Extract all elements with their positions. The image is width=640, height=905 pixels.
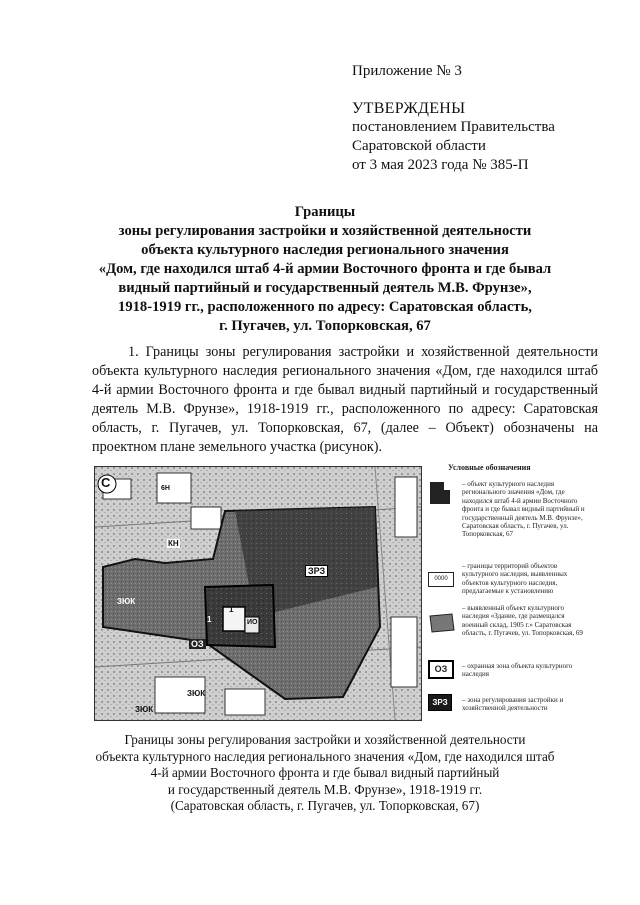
boundary-symbol-icon: 0000 [428,572,454,587]
zyuk-label: ЗЮК [117,597,136,606]
legend-text: – выявленный объект культурного наследия «Здание, где размещался военный склад, 1905 г.» Саратовская область, г. Пугачев, ул. Топорковская, 69 [462,604,583,638]
legend-item-oz [428,660,588,686]
zyuk-label: ЗЮК [135,705,154,714]
title-line-7: г. Пугачев, ул. Топорковская, 67 [219,318,431,334]
site-plan-map [94,466,422,721]
title-line-3: объекта культурного наследия регионального значения [141,242,509,258]
figure-caption [70,732,580,815]
map-drawing [95,467,421,720]
approval-line-2: Саратовской области [352,138,486,154]
zrz-label: ЗРЗ [305,565,328,577]
approved-heading: УТВЕРЖДЕНЫ [352,100,466,117]
legend-item-revealed [428,604,588,654]
title-line-5: видный партийный и государственный деятель М.В. Фрунзе», [118,280,532,296]
oz-symbol-icon: ОЗ [428,660,454,679]
title-line-2: зоны регулирования застройки и хозяйственной деятельности [118,223,532,239]
title-line-6: 1918-1919 гг., расположенного по адресу: Саратовская область, [118,299,532,315]
zyuk-label: ЗЮК [187,689,206,698]
north-label: С [101,475,111,490]
oz-label: ОЗ [191,639,204,649]
legend-text: – границы территорий объектов культурного наследия, выявленных объектов культурного наследия, предлагаемые к установлению [462,562,568,596]
io-label: ИО [247,619,258,626]
approval-block [352,62,555,175]
legend-title: Условные обозначения [448,463,531,472]
revealed-object-icon [428,612,456,634]
kn-label: КН [168,539,179,548]
object-number-label: 1 [229,605,234,614]
legend-item-zrz [428,694,588,720]
approval-line-1: постановлением Правительства [352,119,555,135]
appendix-number: Приложение № 3 [352,63,462,79]
paragraph-text: 1. Границы зоны регулирования застройки и хозяйственной деятельности объекта культурного наследия регионального значения «Дом, где находился штаб 4-й армии Восточного фронта и где бывал видный партийный и государственный деятель М.В. Фрунзе», 1918-1919 гг., расположенного по адресу: Саратовская область, г. Пугачев, ул. Топорковская, 67, (далее – Объект) обозначены на проектном плане земельного участка (рисунок). [92,344,598,455]
caption-line-1: Границы зоны регулирования застройки и хозяйственной деятельности [124,732,526,747]
caption-line-4: и государственный деятель М.В. Фрунзе», 1918-1919 гг. [167,781,483,797]
body-paragraph [92,343,598,457]
title-line-1: Границы [294,204,356,220]
legend-text: – объект культурного наследия регионального значения «Дом, где находился штаб 4-й армии Восточного фронта и где бывал видный партийный и государственный деятель М.В. Фрунзе», Саратовская область, г. Пугачев, ул. Топорковская, 67 [462,480,585,539]
approval-line-3: от 3 мая 2023 года № 385-П [352,157,529,173]
legend-item-object [428,480,588,560]
document-title [70,203,580,336]
building [191,507,221,529]
caption-line-2: объекта культурного наследия регионального значения «Дом, где находился штаб [95,748,555,764]
legend-text: – охранная зона объекта культурного наследия [462,662,573,679]
building [395,477,417,537]
heritage-object [223,607,245,631]
legend-text: – зона регулирования застройки и хозяйственной деятельности [462,696,564,713]
legend-item-boundaries [428,562,588,602]
building [225,689,265,715]
zrz-symbol-icon: ЗРЗ [428,694,452,711]
title-line-4: «Дом, где находился штаб 4-й армии Восточного фронта и где бывал [98,261,552,277]
map-legend [428,464,588,724]
heritage-object-icon [428,480,452,506]
caption-line-3: 4-й армии Восточного фронта и где бывал видный партийный [150,765,500,780]
building [391,617,417,687]
object-number-label: 1 [207,615,212,624]
building-label: 6Н [161,485,170,492]
caption-line-5: (Саратовская область, г. Пугачев, ул. Топорковская, 67) [170,798,480,813]
